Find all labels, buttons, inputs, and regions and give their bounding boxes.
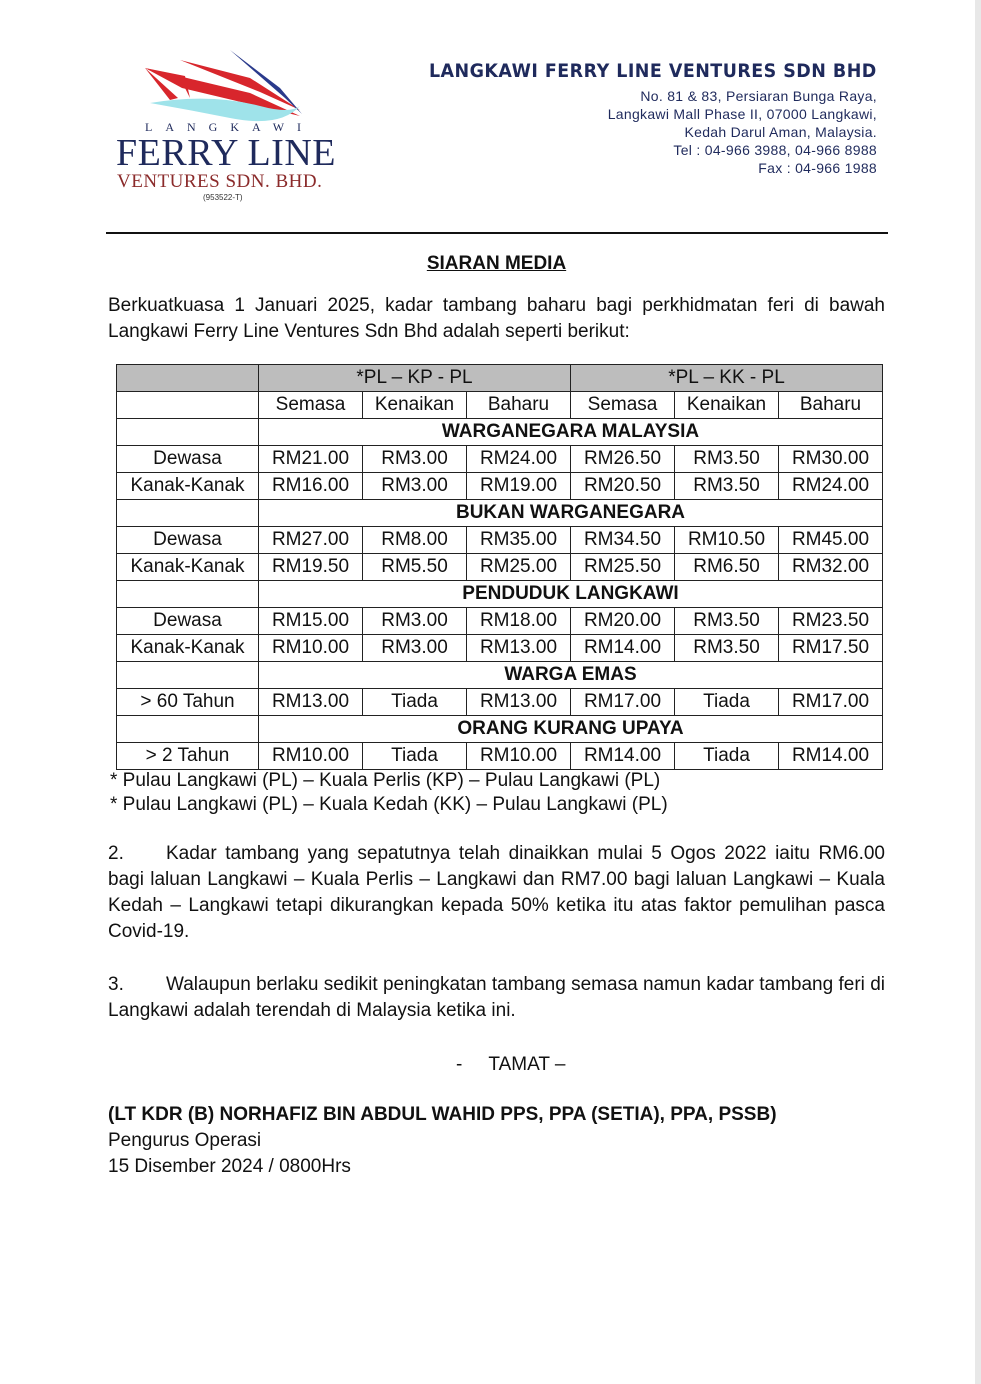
column-header: Kenaikan: [363, 392, 467, 419]
address-line: No. 81 & 83, Persiaran Bunga Raya,: [640, 88, 877, 104]
column-header: Semasa: [259, 392, 363, 419]
route-header-pl-kk: *PL – KK - PL: [571, 365, 883, 392]
section-row: [117, 716, 883, 743]
empty-cell: [117, 662, 259, 689]
fare-cell: RM15.00: [259, 608, 363, 635]
address-line: Langkawi Mall Phase II, 07000 Langkawi,: [607, 106, 877, 122]
fare-cell: RM8.00: [363, 527, 467, 554]
fare-table: [116, 364, 883, 770]
document-title: SIARAN MEDIA: [426, 253, 567, 274]
table-header-row: [117, 365, 883, 392]
table-row: [117, 743, 883, 770]
fare-cell: RM10.00: [467, 743, 571, 770]
company-name: LANGKAWI FERRY LINE VENTURES SDN BHD: [429, 60, 877, 82]
category-label: Kanak-Kanak: [117, 473, 259, 500]
page-edge: [975, 0, 981, 1384]
fare-cell: Tiada: [675, 689, 779, 716]
fare-cell: RM17.00: [571, 689, 675, 716]
section-header: WARGA EMAS: [259, 662, 883, 689]
table-row: [117, 689, 883, 716]
footnote: * Pulau Langkawi (PL) – Kuala Kedah (KK) – Pulau Langkawi (PL): [110, 794, 668, 815]
fare-cell: RM5.50: [363, 554, 467, 581]
fare-cell: RM18.00: [467, 608, 571, 635]
logo-ferry-line-text: FERRY LINE: [116, 132, 336, 174]
fare-cell: RM3.50: [675, 608, 779, 635]
section-row: [117, 500, 883, 527]
fare-cell: RM32.00: [779, 554, 883, 581]
table-row: [117, 554, 883, 581]
table-row: [117, 635, 883, 662]
table-row: [117, 527, 883, 554]
fare-cell: RM25.50: [571, 554, 675, 581]
category-label: > 60 Tahun: [117, 689, 259, 716]
fare-cell: RM10.00: [259, 635, 363, 662]
fare-cell: RM3.00: [363, 473, 467, 500]
table-subheader-row: [117, 392, 883, 419]
fare-cell: RM30.00: [779, 446, 883, 473]
footnote: * Pulau Langkawi (PL) – Kuala Perlis (KP) – Pulau Langkawi (PL): [110, 770, 661, 791]
fare-cell: RM14.00: [779, 743, 883, 770]
paragraph-2: [108, 841, 885, 945]
table-row: [117, 608, 883, 635]
logo-langkawi-text: LANGKAWI: [145, 120, 315, 134]
category-label: > 2 Tahun: [117, 743, 259, 770]
fare-cell: RM34.50: [571, 527, 675, 554]
header-divider: [106, 232, 888, 234]
column-header: Baharu: [467, 392, 571, 419]
category-label: Kanak-Kanak: [117, 554, 259, 581]
fare-cell: RM24.00: [779, 473, 883, 500]
fare-cell: RM14.00: [571, 743, 675, 770]
fare-cell: RM19.00: [467, 473, 571, 500]
fare-cell: RM16.00: [259, 473, 363, 500]
fare-cell: RM24.00: [467, 446, 571, 473]
fare-cell: RM3.50: [675, 635, 779, 662]
signatory-position: Pengurus Operasi: [108, 1130, 262, 1151]
fare-cell: RM19.50: [259, 554, 363, 581]
paragraph-number: 3.: [108, 974, 124, 995]
section-row: [117, 581, 883, 608]
address-line: Kedah Darul Aman, Malaysia.: [684, 124, 877, 140]
fare-cell: RM27.00: [259, 527, 363, 554]
fare-cell: RM13.00: [467, 689, 571, 716]
signatory-name: (LT KDR (B) NORHAFIZ BIN ABDUL WAHID PPS, PPA (SETIA), PPA, PSSB): [108, 1104, 777, 1125]
telephone: Tel : 04-966 3988, 04-966 8988: [673, 142, 877, 158]
paragraph-text: Walaupun berlaku sedikit peningkatan tambang semasa namun kadar tambang feri di Langkawi adalah terendah di Malaysia ketika ini.: [108, 974, 885, 1021]
fare-cell: RM20.00: [571, 608, 675, 635]
column-header: Semasa: [571, 392, 675, 419]
column-header: Kenaikan: [675, 392, 779, 419]
fare-cell: RM13.00: [467, 635, 571, 662]
fare-cell: Tiada: [675, 743, 779, 770]
column-header: Baharu: [779, 392, 883, 419]
fare-cell: RM3.00: [363, 446, 467, 473]
table-row: [117, 446, 883, 473]
fare-cell: RM6.50: [675, 554, 779, 581]
fare-cell: RM3.50: [675, 473, 779, 500]
company-address: [608, 87, 877, 177]
section-header: BUKAN WARGANEGARA: [259, 500, 883, 527]
fare-cell: RM3.00: [363, 608, 467, 635]
section-header: ORANG KURANG UPAYA: [259, 716, 883, 743]
section-header: WARGANEGARA MALAYSIA: [259, 419, 883, 446]
empty-cell: [117, 500, 259, 527]
section-row: [117, 419, 883, 446]
fare-cell: RM3.50: [675, 446, 779, 473]
fare-cell: Tiada: [363, 689, 467, 716]
logo-registration: (953522-T): [203, 193, 243, 202]
fare-cell: RM3.00: [363, 635, 467, 662]
fare-cell: RM20.50: [571, 473, 675, 500]
section-row: [117, 662, 883, 689]
fare-cell: RM25.00: [467, 554, 571, 581]
fare-cell: RM35.00: [467, 527, 571, 554]
empty-cell: [117, 716, 259, 743]
fare-cell: Tiada: [363, 743, 467, 770]
fare-cell: RM10.50: [675, 527, 779, 554]
empty-cell: [117, 365, 259, 392]
empty-cell: [117, 419, 259, 446]
fare-cell: RM17.50: [779, 635, 883, 662]
logo-ventures-text: VENTURES SDN. BHD.: [117, 171, 323, 192]
fare-cell: RM14.00: [571, 635, 675, 662]
empty-cell: [117, 581, 259, 608]
document-date: 15 Disember 2024 / 0800Hrs: [108, 1156, 351, 1177]
category-label: Dewasa: [117, 527, 259, 554]
fare-cell: RM23.50: [779, 608, 883, 635]
table-row: [117, 473, 883, 500]
fax: Fax : 04-966 1988: [758, 160, 877, 176]
fare-cell: RM10.00: [259, 743, 363, 770]
fare-cell: RM26.50: [571, 446, 675, 473]
intro-paragraph: Berkuatkuasa 1 Januari 2025, kadar tambang baharu bagi perkhidmatan feri di bawah Langkawi Ferry Line Ventures Sdn Bhd adalah seperti berikut:: [108, 295, 885, 342]
fare-cell: RM13.00: [259, 689, 363, 716]
end-marker: - TAMAT –: [456, 1054, 566, 1075]
paragraph-text: Kadar tambang yang sepatutnya telah dinaikkan mulai 5 Ogos 2022 iaitu RM6.00 bagi laluan Langkawi – Kuala Perlis – Langkawi dan RM7.00 bagi laluan Langkawi – Kuala Kedah – Langkawi tetapi dikurangkan kepada 50% ketika itu atas faktor pemulihan pasca Covid-19.: [108, 843, 885, 942]
paragraph-number: 2.: [108, 843, 124, 864]
empty-cell: [117, 392, 259, 419]
fare-cell: RM21.00: [259, 446, 363, 473]
section-header: PENDUDUK LANGKAWI: [259, 581, 883, 608]
paragraph-3: [108, 972, 885, 1024]
fare-cell: RM45.00: [779, 527, 883, 554]
category-label: Kanak-Kanak: [117, 635, 259, 662]
route-header-pl-kp: *PL – KP - PL: [259, 365, 571, 392]
category-label: Dewasa: [117, 446, 259, 473]
fare-cell: RM17.00: [779, 689, 883, 716]
category-label: Dewasa: [117, 608, 259, 635]
